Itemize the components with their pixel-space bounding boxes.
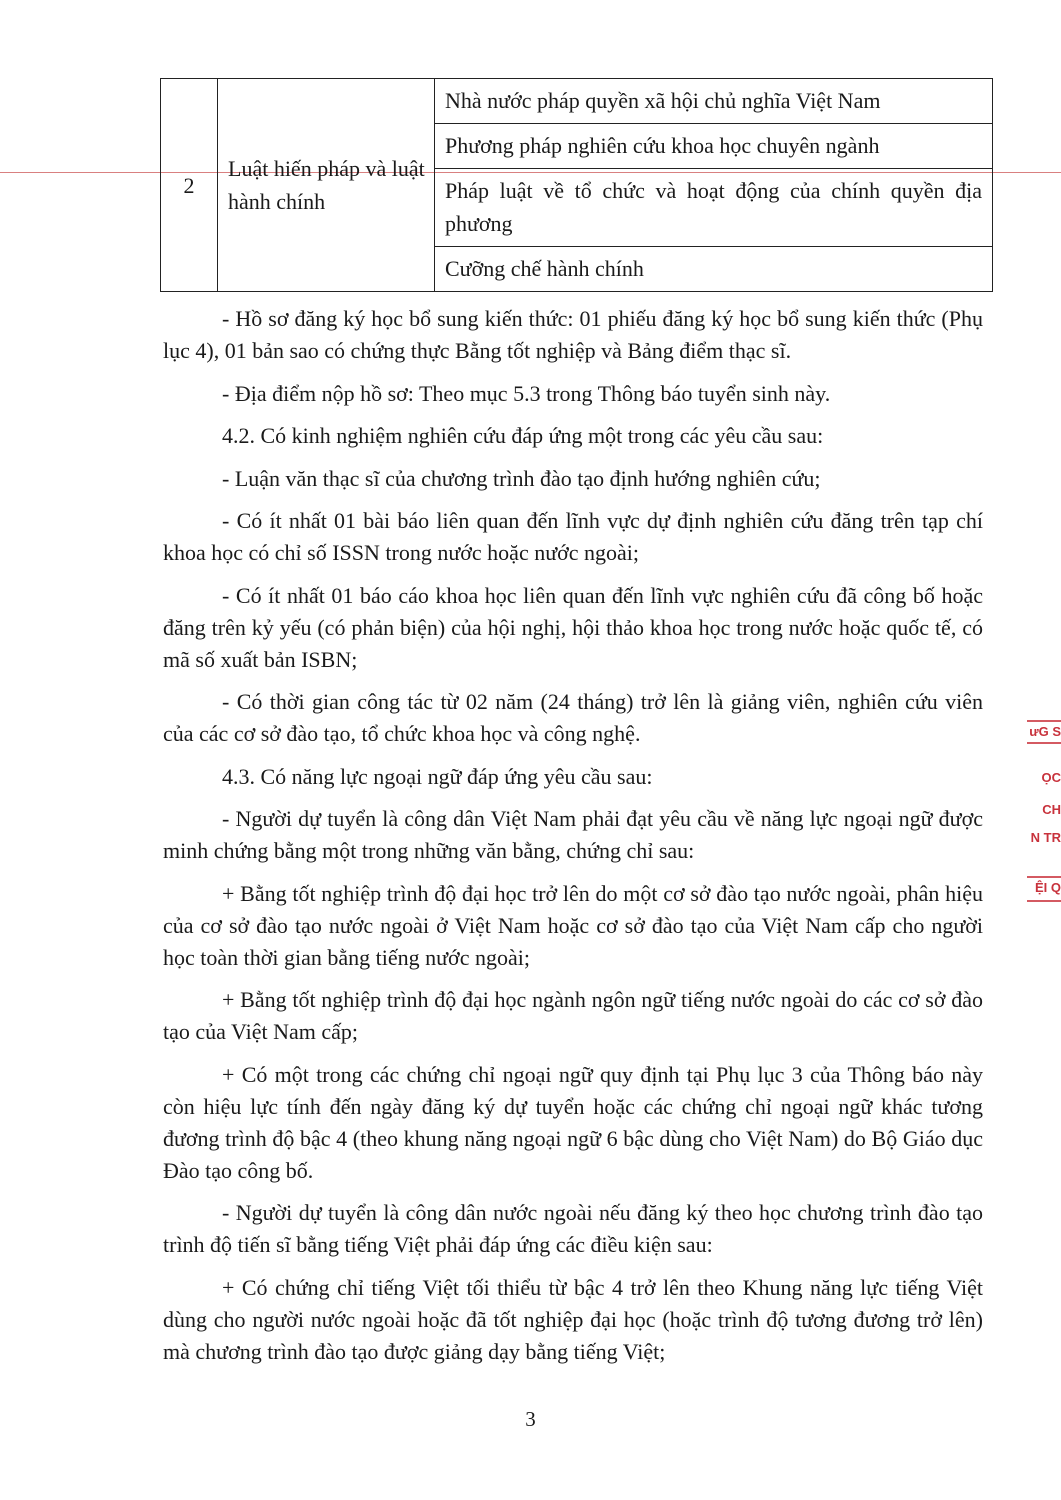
seal-line bbox=[1027, 720, 1061, 722]
field-cell: Luật hiến pháp và luật hành chính bbox=[218, 79, 435, 292]
seal-line bbox=[1027, 742, 1061, 744]
paragraph: - Có ít nhất 01 báo cáo khoa học liên quan đến lĩnh vực nghiên cứu đã công bố hoặc đăng trên kỷ yếu (có phản biện) của hội nghị, hội thảo khoa học trong nước hoặc quốc tế, có mã số xuất bản ISBN; bbox=[163, 582, 983, 672]
body-text bbox=[163, 303, 983, 1378]
page-number: 3 bbox=[525, 1407, 536, 1431]
paragraph: - Có thời gian công tác từ 02 năm (24 tháng) trở lên là giảng viên, nghiên cứu viên của các cơ sở đào tạo, tổ chức khoa học và công nghệ. bbox=[163, 689, 983, 746]
seal-text: ỌC bbox=[1041, 770, 1061, 785]
paragraph: + Bằng tốt nghiệp trình độ đại học ngành ngôn ngữ tiếng nước ngoài do các cơ sở đào tạo của Việt Nam cấp; bbox=[163, 987, 983, 1044]
course-cell: Cưỡng chế hành chính bbox=[435, 247, 993, 292]
seal-text: ưG S bbox=[1029, 724, 1061, 739]
paragraph: + Bằng tốt nghiệp trình độ đại học trở lên do một cơ sở đào tạo nước ngoài, phân hiệu của cơ sở đào tạo nước ngoài ở Việt Nam hoặc cơ sở đào tạo của Việt Nam cấp cho người học toàn thời gian bằng tiếng nước ngoài; bbox=[163, 880, 983, 970]
seal-text: CH bbox=[1042, 802, 1061, 817]
seal-line bbox=[1027, 900, 1061, 902]
course-cell: Pháp luật về tổ chức và hoạt động của chính quyền địa phương bbox=[435, 169, 993, 247]
course-cell: Phương pháp nghiên cứu khoa học chuyên ngành bbox=[435, 124, 993, 169]
seal-text: N TR bbox=[1030, 830, 1061, 845]
paragraph: + Có một trong các chứng chỉ ngoại ngữ quy định tại Phụ lục 3 của Thông báo này còn hiệu lực tính đến ngày đăng ký dự tuyển hoặc các chứng chỉ ngoại ngữ khác tương đương trình độ bậc 4 (theo khung năng ngoại ngữ 6 bậc dùng cho Việt Nam) do Bộ Giáo dục Đào tạo công bố. bbox=[163, 1061, 983, 1183]
paragraph: 4.3. Có năng lực ngoại ngữ đáp ứng yêu cầu sau: bbox=[222, 763, 653, 789]
course-cell: Nhà nước pháp quyền xã hội chủ nghĩa Việt Nam bbox=[435, 79, 993, 124]
course-table bbox=[160, 78, 993, 292]
table-row bbox=[161, 79, 993, 124]
paragraph: + Có chứng chỉ tiếng Việt tối thiểu từ bậc 4 trở lên theo Khung năng lực tiếng Việt dùng cho người nước ngoài hoặc đã tốt nghiệp đại học (hoặc trình độ tương đương trở lên) mà chương trình đào tạo được giảng dạy bằng tiếng Việt; bbox=[163, 1274, 983, 1364]
paragraph: - Người dự tuyển là công dân Việt Nam phải đạt yêu cầu về năng lực ngoại ngữ được minh chứng bằng một trong những văn bằng, chứng chỉ sau: bbox=[163, 806, 983, 863]
seal-line bbox=[1027, 876, 1061, 878]
paragraph: - Luận văn thạc sĩ của chương trình đào tạo định hướng nghiên cứu; bbox=[222, 465, 821, 491]
row-number-cell: 2 bbox=[161, 79, 218, 292]
paragraph: - Có ít nhất 01 bài báo liên quan đến lĩnh vực dự định nghiên cứu đăng trên tạp chí khoa học có chỉ số ISSN trong nước hoặc nước ngoài; bbox=[163, 508, 983, 565]
paragraph: - Người dự tuyển là công dân nước ngoài nếu đăng ký theo học chương trình đào tạo trình độ tiến sĩ bằng tiếng Việt phải đáp ứng các điều kiện sau: bbox=[163, 1200, 983, 1257]
paragraph: - Địa điểm nộp hồ sơ: Theo mục 5.3 trong Thông báo tuyển sinh này. bbox=[222, 380, 831, 406]
seal-text: ỆI Q bbox=[1034, 880, 1061, 895]
seal-stamp-fragment bbox=[1014, 718, 1061, 908]
paragraph: - Hồ sơ đăng ký học bổ sung kiến thức: 01 phiếu đăng ký học bổ sung kiến thức (Phụ lục 4), 01 bản sao có chứng thực Bằng tốt nghiệp và Bảng điểm thạc sĩ. bbox=[163, 306, 983, 363]
paragraph: 4.2. Có kinh nghiệm nghiên cứu đáp ứng một trong các yêu cầu sau: bbox=[222, 423, 824, 448]
